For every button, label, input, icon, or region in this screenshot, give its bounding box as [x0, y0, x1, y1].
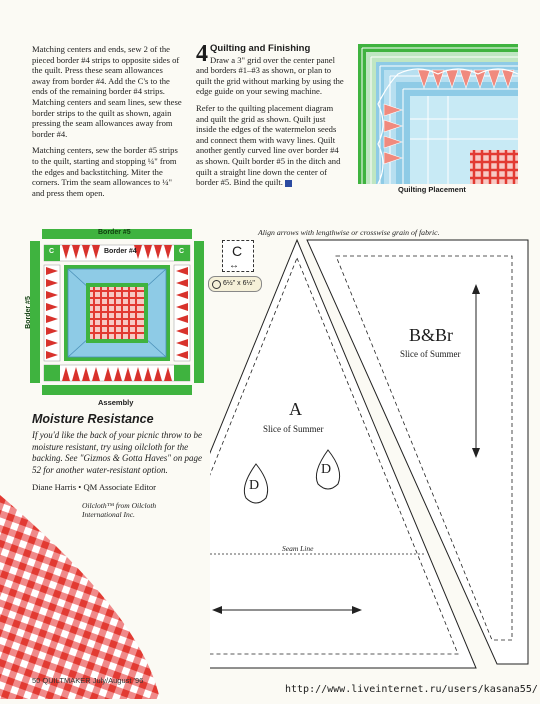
border-4-top-label: Border #4	[104, 248, 137, 255]
gingham-pattern	[0, 495, 160, 699]
border-5-left-label: Border #5	[24, 296, 32, 329]
sidebar-body: If you'd like the back of your picnic throw to be moisture resistant, try using oilcloth for the backing. See "Gizmos & Gotta Haves" on page 52 for another water-resistant option.	[32, 430, 203, 475]
trademark-note: Oilcloth™ from Oilcloth International Inc.	[82, 500, 157, 519]
grain-note: Align arrows with lengthwise or crosswise grain of fabric.	[258, 228, 440, 237]
template-b-name: Slice of Summer	[400, 349, 461, 359]
border-5-top-label: Border #5	[98, 229, 131, 236]
template-a-name: Slice of Summer	[263, 424, 324, 434]
paragraph: Matching centers and ends, sew 2 of the pieced border #4 strips to opposite sides of the quilt. Press these seam allowances away from border #4. Add the C's to the ends of the remaining border #4 strips. Matching centers and seam lines, sew these border strips to the quilt as shown, again pressing the seam allowances away from border #4.	[32, 44, 182, 139]
double-arrow-icon: ↔	[229, 260, 239, 271]
seam-line-label: Seam Line	[282, 544, 314, 553]
gingham-cloth-photo	[0, 495, 160, 699]
quilting-placement-diagram	[358, 44, 518, 194]
paragraph: Matching centers, sew the border #5 strips to the quilt, starting and stopping ¼" from the edges and backstitching. Miter the corners. Trim the seam allowances to ¼" and press them open.	[32, 145, 178, 198]
quilting-placement-illustration	[358, 44, 518, 184]
page-info: 50 QUILTMAKER July/August '96	[32, 676, 144, 685]
step-4-section	[196, 41, 346, 194]
template-a-letter: A	[289, 399, 302, 419]
paragraph: Draw a 3" grid over the center panel and borders #1–#3 as shown, or plan to quilt the grid without marking by using the edge guide on your sewing machine.	[196, 54, 344, 97]
sidebar-author: Diane Harris • QM Associate Editor	[32, 482, 157, 492]
paragraph: Refer to the quilting placement diagram and quilt the grid as shown. Quilt just inside the edges of the watermelon seeds and connect them with wavy lines. Quilt another gently curved line over border #4 as shown. Quilt border #5 in the ditch and quilt a straight line down the center of border #5. Bind the quilt.	[196, 102, 341, 188]
end-mark-icon	[285, 180, 292, 187]
template-b-letter: B&Br	[409, 325, 454, 345]
assembly-caption: Assembly	[98, 398, 134, 407]
step-title: Quilting and Finishing	[210, 43, 311, 54]
template-c-size: 6½" x 6½"	[223, 280, 255, 287]
step-number: 4	[196, 41, 208, 67]
templates-svg	[210, 236, 540, 676]
left-column-text	[32, 44, 182, 204]
watermark-url: http://www.liveinternet.ru/users/kasana55/	[285, 684, 538, 695]
quilting-placement-caption: Quilting Placement	[398, 185, 466, 194]
seed-letter-left: D	[249, 478, 260, 493]
c-label-top-left: C	[49, 248, 55, 255]
sidebar-title: Moisture Resistance	[32, 412, 154, 426]
c-label-top-right: C	[179, 248, 185, 255]
seed-letter-right: D	[321, 462, 332, 477]
template-c-letter: C	[232, 243, 243, 259]
assembly-diagram	[24, 227, 204, 409]
